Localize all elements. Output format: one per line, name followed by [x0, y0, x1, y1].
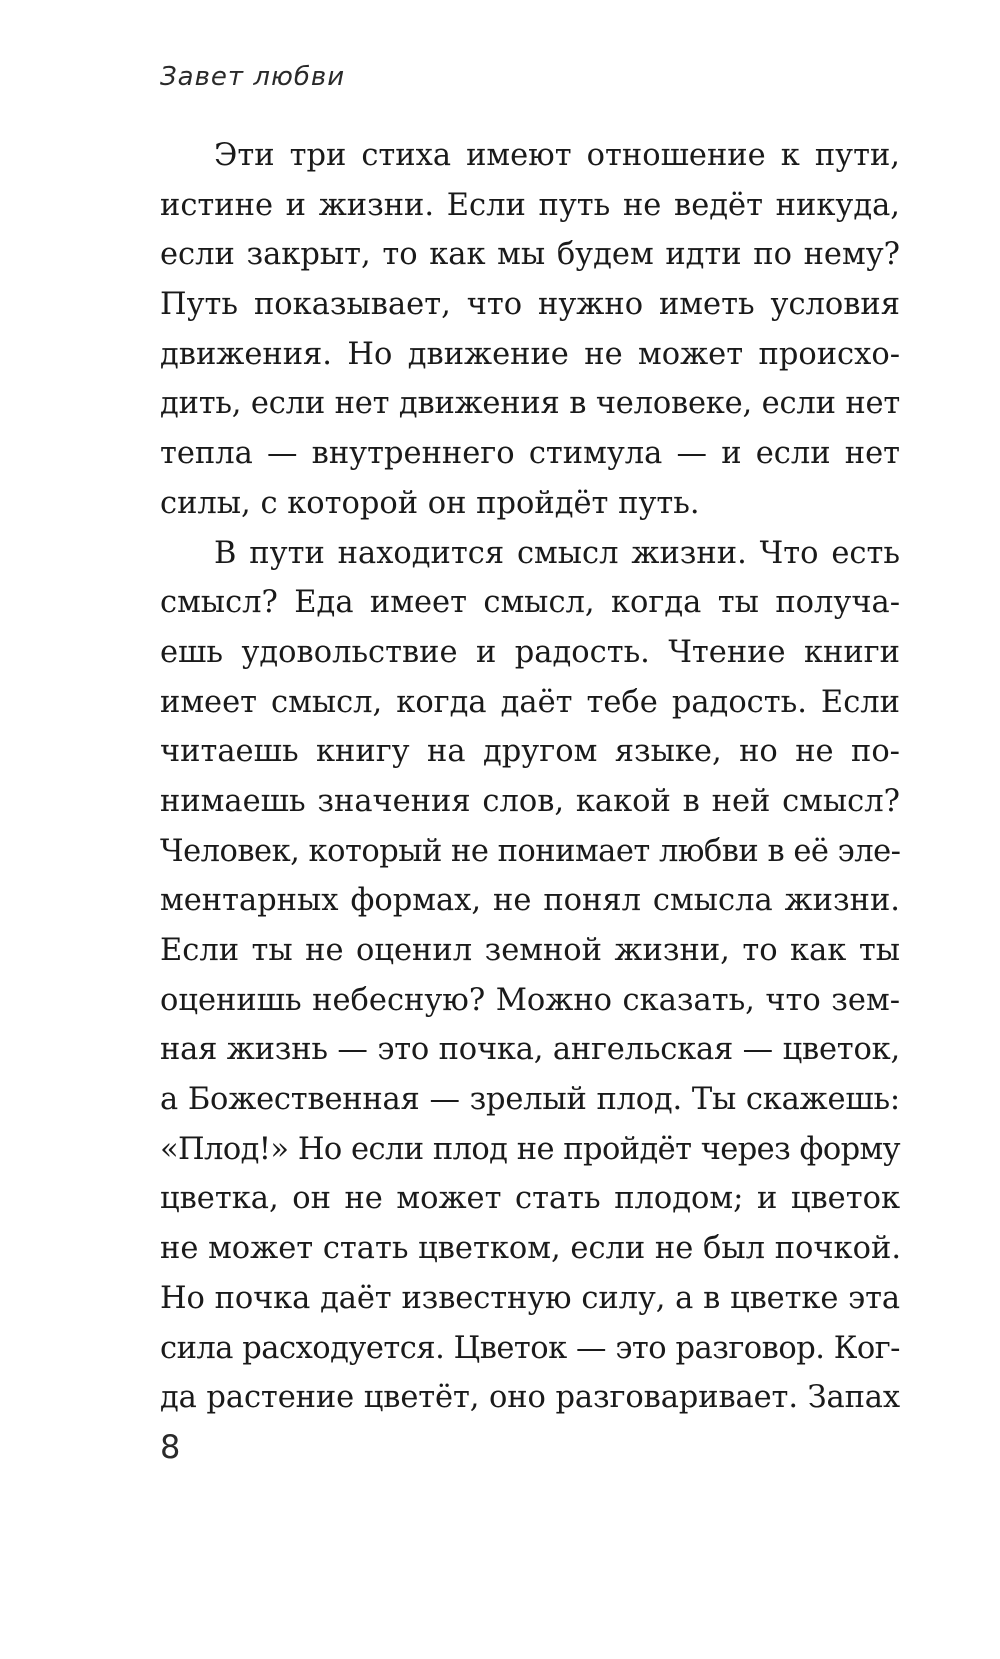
text-line: Если ты не оценил земной жизни, то как ты [160, 933, 900, 968]
text-line: имеет смысл, когда даёт тебе радость. Если [160, 684, 900, 720]
text-line: если закрыт, то как мы будем идти по нему? [160, 237, 900, 273]
text-line: а Божественная — зрелый плод. Ты скажешь: [160, 1082, 900, 1118]
text-line: дить, если нет движения в человеке, если нет [160, 386, 900, 422]
text-line: ментарных формах, не понял смысла жизни. [160, 883, 900, 919]
text-line: Путь показывает, что нужно иметь условия [160, 287, 900, 323]
text-line: смысл? Еда имеет смысл, когда ты получа- [160, 585, 900, 621]
text-line: Человек, который не понимает любви в её эле- [160, 833, 901, 869]
text-line: читаешь книгу на другом языке, но не по- [160, 734, 900, 770]
text-line: сила расходуется. Цветок — это разговор. Ког- [160, 1330, 900, 1366]
text-line: цветка, он не может стать плодом; и цветок [160, 1181, 900, 1217]
paragraph [160, 131, 900, 529]
text-line: Но почка даёт известную силу, а в цветке эта [160, 1280, 900, 1316]
text-line: Эти три стиха имеют отношение к пути, [214, 138, 900, 173]
page-number: 8 [160, 1428, 181, 1466]
text-line: да растение цветёт, оно разговаривает. Запах [160, 1380, 900, 1416]
text-line: «Плод!» Но если плод не пройдёт через форму [160, 1131, 900, 1167]
text-line: истине и жизни. Если путь не ведёт никуда, [160, 187, 900, 223]
text-line: силы, с которой он пройдёт путь. [160, 485, 700, 521]
text-line: В пути находится смысл жизни. Что есть [214, 535, 900, 571]
text-line: оценишь небесную? Можно сказать, что зем- [160, 982, 900, 1018]
text-line: нимаешь значения слов, какой в ней смысл? [160, 783, 900, 819]
paragraph [160, 529, 900, 1423]
running-head: Завет любви [160, 62, 346, 92]
text-line: ная жизнь — это почка, ангельская — цветок, [160, 1032, 900, 1068]
text-line: ешь удовольствие и радость. Чтение книги [160, 634, 900, 670]
text-line: не может стать цветком, если не был почкой. [160, 1231, 902, 1267]
text-line: движения. Но движение не может происхо- [160, 336, 900, 372]
body-text [160, 131, 900, 1423]
text-line: тепла — внутреннего стимула — и если нет [160, 436, 900, 472]
